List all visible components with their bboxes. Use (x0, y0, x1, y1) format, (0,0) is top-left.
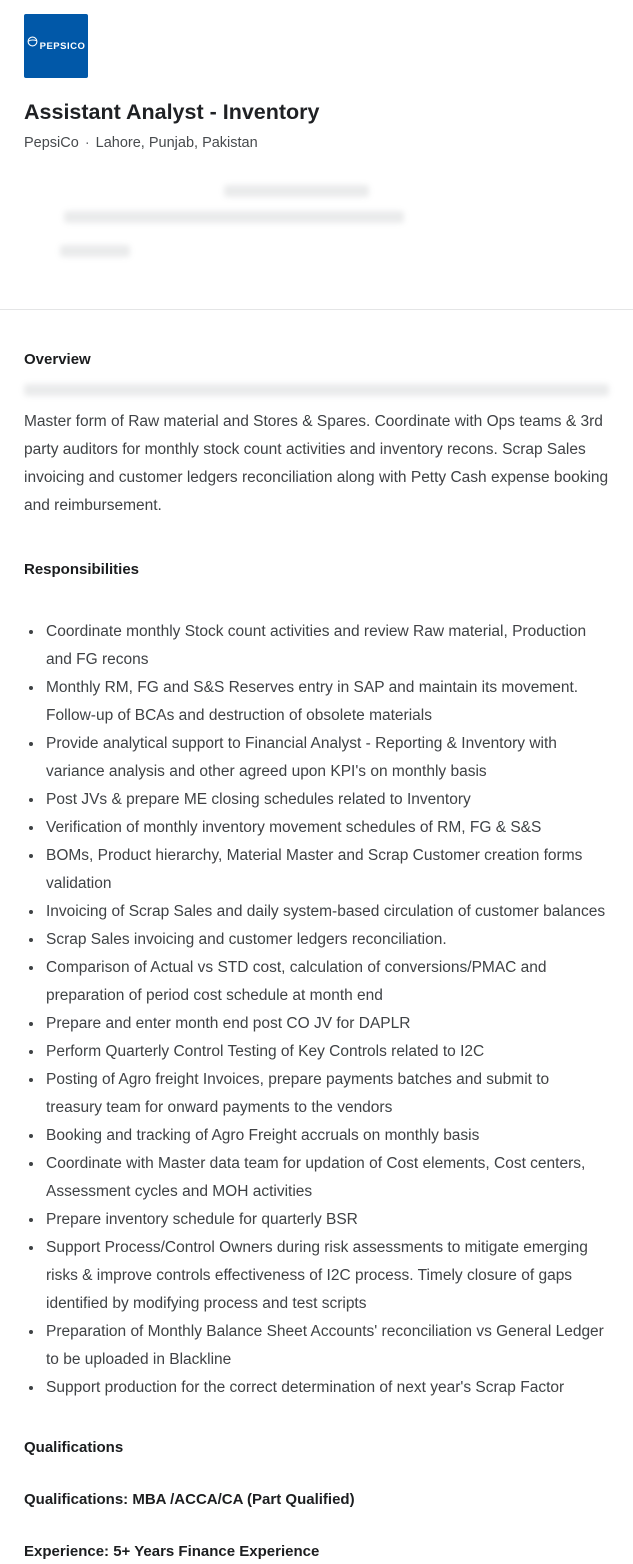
responsibility-item: • Support Process/Control Owners during risk assessments to mitigate emerging risks & improve controls effectiveness of I2C process. Timely closure of gaps identified by modifying process and test scripts (44, 1234, 609, 1318)
responsibility-item: • Invoicing of Scrap Sales and daily system-based circulation of customer balances (44, 898, 609, 926)
responsibility-item: • Provide analytical support to Financial Analyst - Reporting & Inventory with variance analysis and other agreed upon KPI's on monthly basis (44, 730, 609, 786)
redacted-text-bar (224, 185, 369, 197)
responsibility-item: • Prepare inventory schedule for quarterly BSR (44, 1206, 609, 1234)
responsibility-item: • Perform Quarterly Control Testing of Key Controls related to I2C (44, 1038, 609, 1066)
responsibilities-heading: Responsibilities (24, 561, 140, 578)
responsibility-item: • Coordinate with Master data team for updation of Cost elements, Cost centers, Assessment cycles and MOH activities (44, 1150, 609, 1206)
content-divider (0, 309, 633, 310)
qualifications-heading: Qualifications (24, 1439, 124, 1456)
responsibility-item: • Scrap Sales invoicing and customer ledgers reconciliation. (44, 926, 609, 954)
responsibility-item: • Monthly RM, FG and S&S Reserves entry in SAP and maintain its movement. Follow-up of BCAs and destruction of obsolete materials (44, 674, 609, 730)
redacted-text-bar (64, 211, 404, 223)
responsibility-item: • Coordinate monthly Stock count activities and review Raw material, Production and FG recons (44, 618, 609, 674)
job-title: Assistant Analyst - Inventory (24, 100, 320, 124)
responsibility-item: • Verification of monthly inventory movement schedules of RM, FG & S&S (44, 814, 609, 842)
overview-body: Master form of Raw material and Stores & Spares. Coordinate with Ops teams & 3rd party auditors for monthly stock count activities and inventory recons. Scrap Sales invoicing and customer ledgers reconciliation along with Petty Cash expense booking and reimbursement. (24, 413, 609, 514)
redacted-text-bar (24, 384, 609, 396)
job-location: Lahore, Punjab, Pakistan (95, 135, 258, 151)
responsibilities-list (24, 618, 609, 1402)
responsibility-item: • Comparison of Actual vs STD cost, calculation of conversions/PMAC and preparation of period cost schedule at month end (44, 954, 609, 1010)
company-name: PepsiCo (24, 135, 79, 151)
redacted-text-bar (60, 245, 130, 257)
responsibility-item: • Prepare and enter month end post CO JV for DAPLR (44, 1010, 609, 1038)
qualification-line: Qualifications: MBA /ACCA/CA (Part Qualified) (24, 1491, 355, 1508)
responsibility-item: • Preparation of Monthly Balance Sheet Accounts' reconciliation vs General Ledger to be uploaded in Blackline (44, 1318, 609, 1374)
responsibility-item: • BOMs, Product hierarchy, Material Master and Scrap Customer creation forms validation (44, 842, 609, 898)
responsibility-item: • Booking and tracking of Agro Freight accruals on monthly basis (44, 1122, 609, 1150)
job-subtitle (24, 135, 609, 151)
separator-dot: · (84, 135, 90, 151)
responsibility-item: • Support production for the correct determination of next year's Scrap Factor (44, 1374, 609, 1402)
pepsico-logo (24, 14, 88, 78)
redacted-content-block (24, 185, 609, 257)
pepsi-globe-icon (27, 34, 38, 52)
overview-heading: Overview (24, 351, 91, 368)
logo-wordmark: PEPSICO (39, 40, 86, 52)
responsibility-item: • Posting of Agro freight Invoices, prepare payments batches and submit to treasury team for onward payments to the vendors (44, 1066, 609, 1122)
responsibility-item: • Post JVs & prepare ME closing schedules related to Inventory (44, 786, 609, 814)
experience-line: Experience: 5+ Years Finance Experience (24, 1543, 320, 1560)
